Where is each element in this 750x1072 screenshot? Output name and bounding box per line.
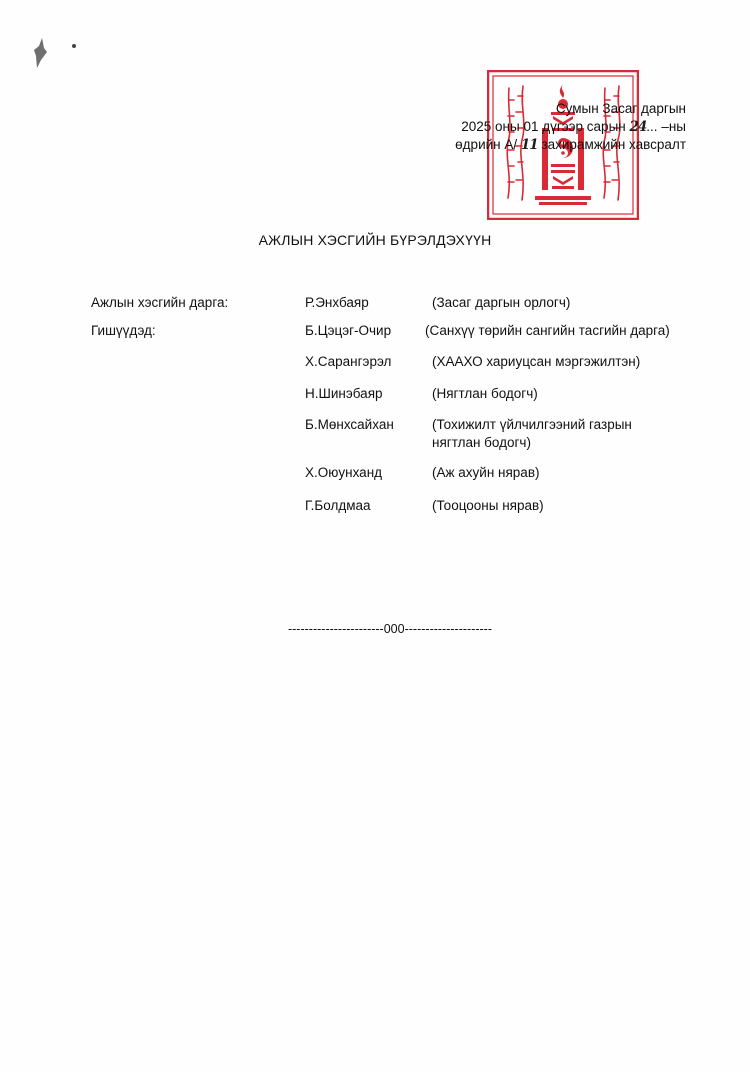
member-position: (Засаг даргын орлогч) bbox=[432, 295, 571, 310]
member-name: Г.Болдмаа bbox=[305, 498, 371, 513]
member-position: (Нягтлан бодогч) bbox=[432, 386, 538, 401]
document-title: АЖЛЫН ХЭСГИЙН БҮРЭЛДЭХҮҮН bbox=[258, 232, 492, 248]
handwritten-day: 24 bbox=[629, 119, 647, 135]
handwritten-order-number: 11 bbox=[520, 137, 538, 153]
member-position: (Тохижилт үйлчилгээний газрын нягтлан бодогч) bbox=[432, 417, 632, 450]
member-name: Б.Мөнхсайхан bbox=[305, 417, 394, 432]
scan-dot-mark bbox=[72, 44, 76, 48]
member-position: (Тооцооны нярав) bbox=[432, 498, 544, 513]
member-role: Ажлын хэсгийн дарга: bbox=[91, 295, 229, 310]
member-name: Р.Энхбаяр bbox=[305, 295, 369, 310]
member-name: Х.Сарангэрэл bbox=[305, 354, 392, 369]
member-name: Н.Шинэбаяр bbox=[305, 386, 383, 401]
member-position: (Санхүү төрийн сангийн тасгийн дарга) bbox=[425, 323, 670, 338]
member-position: (Аж ахуйн нярав) bbox=[432, 465, 540, 480]
member-role: Гишүүдэд: bbox=[91, 323, 156, 338]
appendix-header bbox=[455, 100, 686, 154]
member-name: Х.Оюунханд bbox=[305, 465, 383, 480]
scan-speck-mark bbox=[34, 38, 48, 68]
member-name: Б.Цэцэг-Очир bbox=[305, 323, 392, 338]
header-line-3: өдрийн А/ 11 захирамжийн хавсралт bbox=[455, 137, 686, 153]
member-position: (ХААХО хариуцсан мэргэжилтэн) bbox=[432, 354, 641, 369]
end-of-document-separator: -----------------------000--------------------- bbox=[287, 622, 493, 636]
header-line-2: 2025 оны 01 дүгээр сарын 24... –ны bbox=[461, 119, 686, 135]
header-line-1: Сумын Засаг даргын bbox=[555, 101, 686, 116]
